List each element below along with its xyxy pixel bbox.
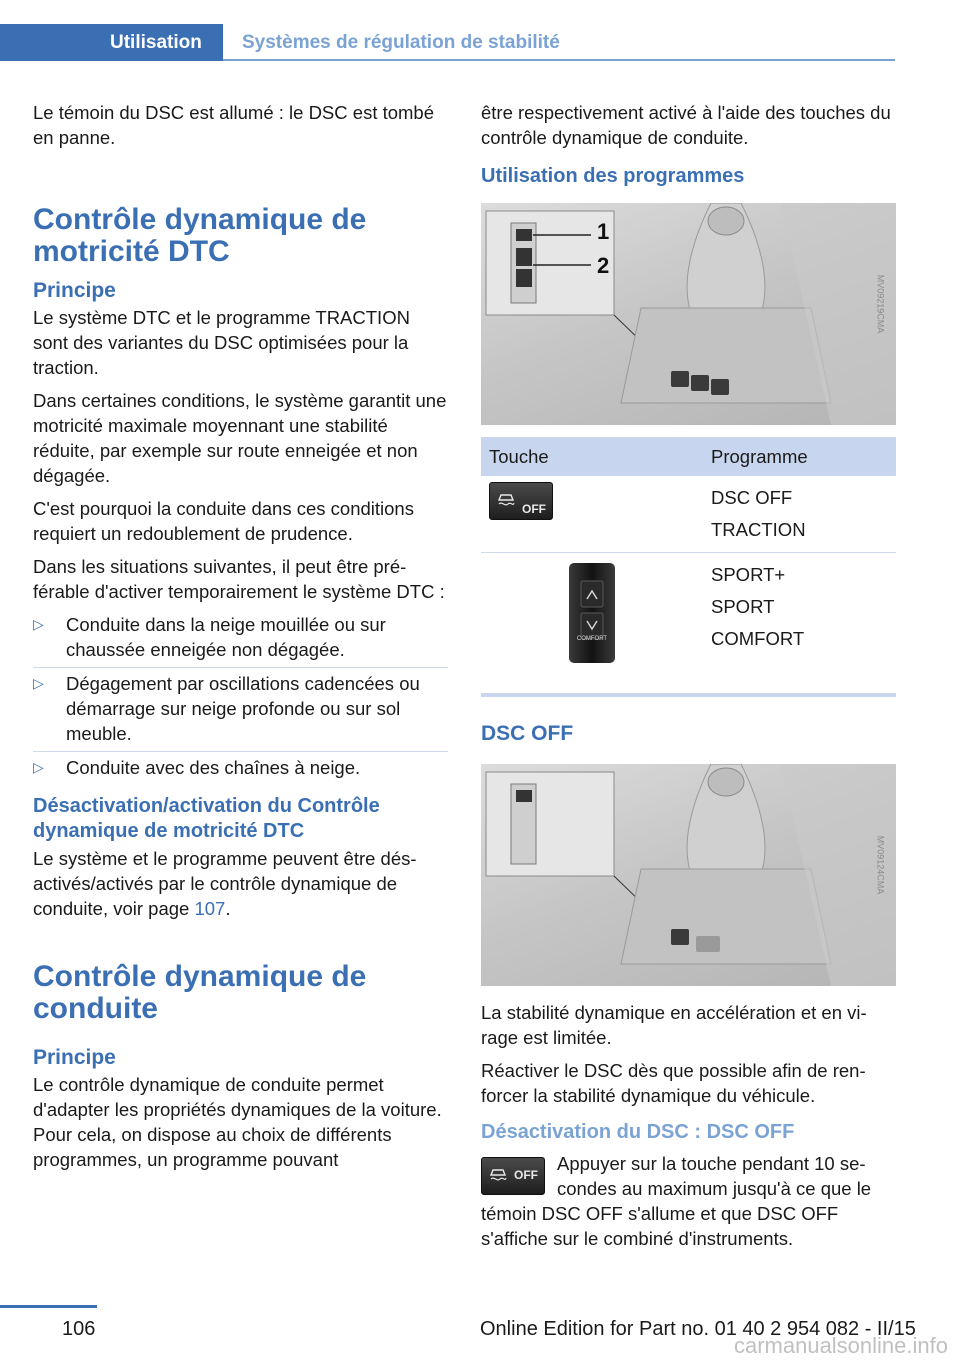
edition-line: Online Edition for Part no. 01 40 2 954 082 - II/15 xyxy=(480,1318,916,1340)
heading-principe-2: Principe xyxy=(33,1046,116,1069)
running-header xyxy=(0,24,895,62)
callout-1: 1 xyxy=(597,219,610,244)
heading-dtc: Contrôle dynamique de motricité DTC xyxy=(33,203,367,268)
skid-car-icon xyxy=(488,1166,508,1184)
bullet-triangle-icon: ▷ xyxy=(33,759,44,775)
heading-deactivation-dtc: Désactivation/activation du Contrôle dynamique de motricité DTC xyxy=(33,795,380,842)
heading-principe: Principe xyxy=(33,279,116,302)
page-link[interactable]: 107 xyxy=(194,898,226,919)
column-header-programme: Programme xyxy=(703,437,896,476)
console-illustration xyxy=(481,203,896,425)
left-column xyxy=(33,100,448,1180)
console-photo-buttons xyxy=(481,203,896,425)
situations-list xyxy=(33,612,448,780)
footer-rule xyxy=(0,1305,97,1308)
paragraph-reactivate: Réactiver le DSC dès que possible afin de renforcer la stabilité dynamique du véhicule. xyxy=(481,1060,866,1106)
paragraph-dtc-2: Dans certaines conditions, le système garantit une motricité maximale moyennant une stabilité réduite, par exemple sur route enneigée et non dégagée. xyxy=(33,390,447,486)
skid-car-icon xyxy=(496,491,516,509)
program-dsc-off: DSC OFF xyxy=(711,487,793,508)
heading-dsc-off: DSC OFF xyxy=(481,722,574,745)
paragraph-dtc-4: Dans les situations suivantes, il peut être préférable d'activer temporairement le système DTC : xyxy=(33,556,445,602)
column-header-touche: Touche xyxy=(481,437,703,476)
dsc-off-button-icon: OFF xyxy=(489,482,553,520)
list-item: ▷ Conduite dans la neige mouillée ou sur chaussée enneigée non dégagée. xyxy=(33,612,448,662)
list-item: ▷ Conduite avec des chaînes à neige. xyxy=(33,757,361,778)
heading-deactivation-dsc: Désactivation du DSC : DSC OFF xyxy=(481,1121,795,1143)
paragraph-dtc-1: Le système DTC et le programme TRACTION sont des variantes du DSC optimisées pour la traction. xyxy=(33,307,410,378)
paragraph-press: Appuyer sur la touche pendant 10 secondes au maximum jusqu'à ce que le témoin DSC OFF s'allume et que DSC OFF s'affiche sur le combiné d'instruments. xyxy=(481,1153,872,1249)
paragraph-conduite: Le contrôle dynamique de conduite permet d'adapter les propriétés dynamiques de la voiture. Pour cela, on dispose au choix de différents programmes, un programme pouvant xyxy=(33,1074,442,1170)
console-photo-dsc-off xyxy=(481,764,896,986)
heading-conduite: Contrôle dynamique de conduite xyxy=(33,960,367,1025)
program-traction: TRACTION xyxy=(711,519,806,540)
section-title: Systèmes de régulation de stabilité xyxy=(242,32,560,53)
watermark: carmanualsonline.info xyxy=(733,1333,948,1358)
callout-2: 2 xyxy=(597,253,610,278)
paragraph-dtc-5: Le système et le programme peuvent être désactivés/activés par le contrôle dynamique de conduite, voir page 107. xyxy=(33,848,417,919)
dsc-off-button-icon: OFF xyxy=(481,1157,545,1195)
page-number: 106 xyxy=(62,1318,96,1340)
right-column xyxy=(481,100,896,1259)
program-sport: SPORT xyxy=(711,596,775,617)
paragraph-dtc-3: C'est pourquoi la conduite dans ces conditions requiert un redoublement de prudence. xyxy=(33,498,414,544)
program-sport-plus: SPORT+ xyxy=(711,564,786,585)
paragraph-stability: La stabilité dynamique en accélération et en virage est limitée. xyxy=(481,1002,867,1048)
bullet-triangle-icon: ▷ xyxy=(33,616,44,632)
image-reference: MV09219CMA xyxy=(875,274,886,334)
dsc-off-instruction xyxy=(481,1151,896,1251)
heading-utilisation: Utilisation des programmes xyxy=(481,165,745,187)
image-reference: MV09124CMA xyxy=(875,835,886,895)
program-comfort: COMFORT xyxy=(711,628,805,649)
intro-paragraph: Le témoin du DSC est allumé : le DSC est tombé en panne. xyxy=(33,102,435,148)
bullet-triangle-icon: ▷ xyxy=(33,675,44,691)
driving-dynamics-switch-icon: COMFORT xyxy=(569,563,615,663)
paragraph-continuation: être respectivement activé à l'aide des touches du contrôle dynamique de conduite. xyxy=(481,102,891,148)
chapter-tab: Utilisation xyxy=(0,24,223,61)
list-item: ▷ Dégagement par oscillations cadencées ou démarrage sur neige profonde ou sur sol meuble. xyxy=(33,671,448,746)
programs-table xyxy=(481,437,896,697)
console-illustration-2 xyxy=(481,764,896,986)
header-rule xyxy=(223,59,895,61)
table-row xyxy=(481,476,896,553)
table-row xyxy=(481,553,896,696)
